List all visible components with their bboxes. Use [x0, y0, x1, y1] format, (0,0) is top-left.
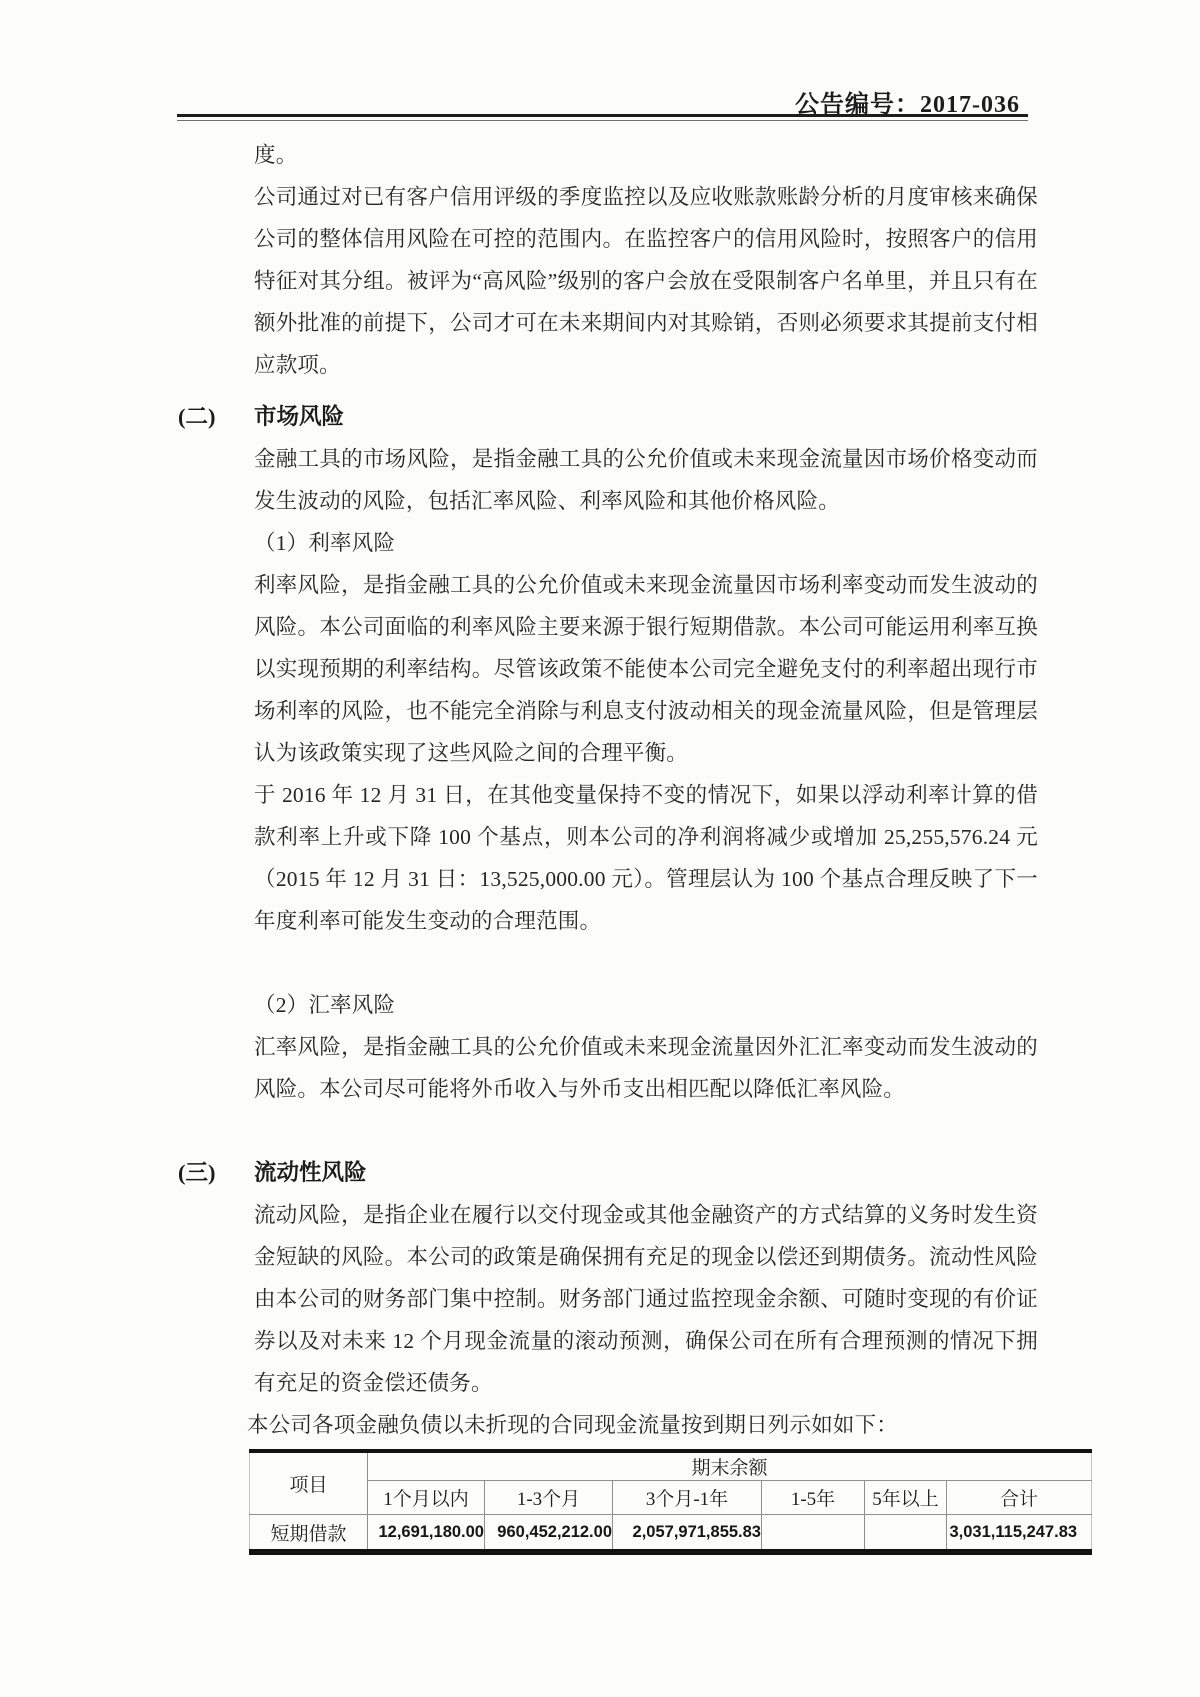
section-title: 流动性风险	[254, 1160, 367, 1185]
paragraph-exchange-rate-risk: 汇率风险，是指金融工具的公允价值或未来现金流量因外汇汇率变动而发生波动的风险。本公司尽可能将外币收入与外币支出相匹配以降低汇率风险。	[254, 1035, 1038, 1101]
table-col-1-3-months: 1-3个月	[485, 1481, 613, 1515]
announcement-number: 公告编号：2017-036	[795, 92, 1020, 118]
value-total: 3,031,115,247.83	[947, 1515, 1092, 1553]
table-group-header-row	[250, 1451, 1092, 1481]
paragraph-liquidity-risk: 流动风险，是指企业在履行以交付现金或其他金融资产的方式结算的义务时发生资金短缺的风险。本公司的政策是确保拥有充足的现金以偿还到期债务。流动性风险由本公司的财务部门集中控制。财务部门通过监控现金余额、可随时变现的有价证券以及对未来 12 个月现金流量的滚动预测，确保公司在所有合理预测的情况下拥有充足的资金偿还债务。	[254, 1203, 1038, 1395]
value-3-months-1-year: 2,057,971,855.83	[613, 1515, 762, 1553]
subsection-heading-interest-rate-risk: （1）利率风险	[254, 531, 396, 555]
header-rule	[177, 114, 1028, 121]
table-col-3-months-1-year: 3个月-1年	[613, 1481, 762, 1515]
value-over-5-years	[865, 1515, 947, 1553]
section-number: (三)	[178, 1160, 216, 1185]
paragraph-credit-risk: 公司通过对已有客户信用评级的季度监控以及应收账款账龄分析的月度审核来确保公司的整体信用风险在可控的范围内。在监控客户的信用风险时，按照客户的信用特征对其分组。被评为“高风险”级别的客户会放在受限制客户名单里，并且只有在额外批准的前提下，公司才可在未来期间内对其赊销，否则必须要求其提前支付相应款项。	[254, 185, 1038, 377]
section-heading-liquidity-risk	[178, 1152, 1200, 1194]
subsection-heading-exchange-rate-risk: （2）汇率风险	[254, 993, 396, 1017]
table-col-1-5-years: 1-5年	[762, 1481, 865, 1515]
table-col-total: 合计	[947, 1481, 1092, 1515]
table-col-within-1-month: 1个月以内	[368, 1481, 485, 1515]
table-subheader-row	[250, 1481, 1092, 1515]
section-number: (二)	[178, 404, 216, 429]
paragraph-interest-rate-risk-1: 利率风险，是指金融工具的公允价值或未来现金流量因市场利率变动而发生波动的风险。本公司面临的利率风险主要来源于银行短期借款。本公司可能运用利率互换以实现预期的利率结构。尽管该政策不能使本公司完全避免支付的利率超出现行市场利率的风险，也不能完全消除与利息支付波动相关的现金流量风险，但是管理层认为该政策实现了这些风险之间的合理平衡。	[254, 573, 1038, 765]
section-heading-market-risk	[178, 396, 1200, 438]
table-row-short-term-borrowings	[250, 1515, 1092, 1553]
row-label: 短期借款	[250, 1515, 368, 1553]
cash-flow-maturity-table	[249, 1449, 1092, 1555]
paragraph-interest-rate-risk-2: 于 2016 年 12 月 31 日，在其他变量保持不变的情况下，如果以浮动利率计算的借款利率上升或下降 100 个基点，则本公司的净利润将减少或增加 25,255,576.24 元（2015 年 12 月 31 日：13,525,000.00 元）。管理层认为 100 个基点合理反映了下一年度利率可能发生变动的合理范围。	[254, 783, 1038, 933]
value-1-3-months: 960,452,212.00	[485, 1515, 613, 1553]
table-header-item: 项目	[250, 1451, 368, 1515]
table-header-ending-balance: 期末余额	[368, 1451, 1092, 1481]
value-within-1-month: 12,691,180.00	[368, 1515, 485, 1553]
table-intro-text: 本公司各项金融负债以未折现的合同现金流量按到期日列示如如下：	[247, 1413, 899, 1437]
paragraph-market-risk-intro: 金融工具的市场风险，是指金融工具的公允价值或未来现金流量因市场价格变动而发生波动的风险，包括汇率风险、利率风险和其他价格风险。	[254, 447, 1038, 513]
section-title: 市场风险	[254, 404, 345, 429]
paragraph-continuation: 度。	[254, 143, 298, 167]
document-body	[0, 134, 1200, 1555]
table-col-over-5-years: 5年以上	[865, 1481, 947, 1515]
value-1-5-years	[762, 1515, 865, 1553]
